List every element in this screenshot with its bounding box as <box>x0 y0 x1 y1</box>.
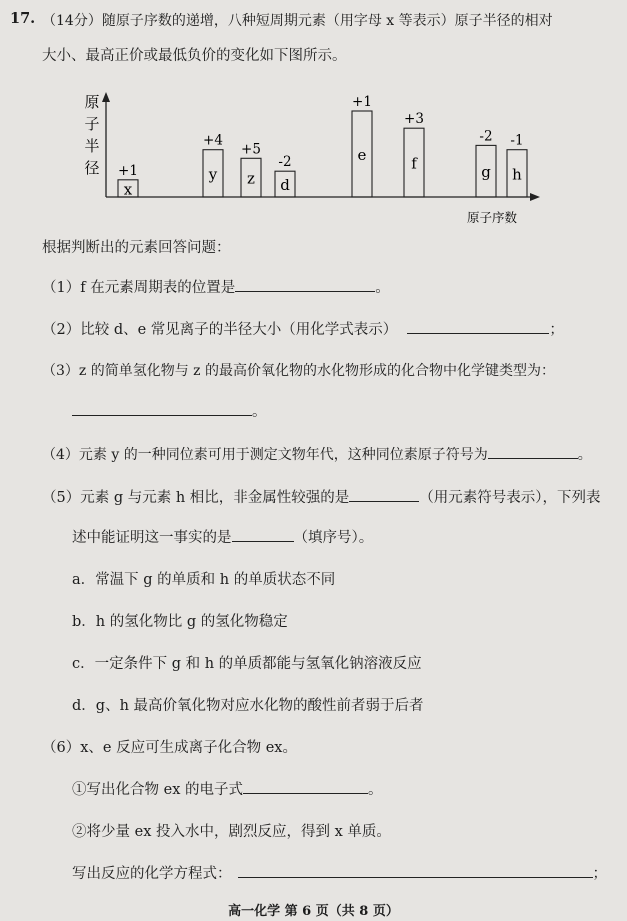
y-axis-label-char-1: 子 <box>84 115 100 133</box>
question-5-text-c: 述中能证明这一事实的是 <box>72 530 232 546</box>
option-b: b．h 的氢化物比 g 的氢化物稳定 <box>72 614 288 630</box>
bar-label-z: z <box>247 169 255 188</box>
answer-blank-1[interactable] <box>235 277 375 292</box>
question-5-text-d: （填序号）。 <box>293 530 374 546</box>
question-4-end: 。 <box>577 447 592 463</box>
option-d: d．g、h 最高价氧化物对应水化物的酸性前者弱于后者 <box>72 698 424 714</box>
question-3-end: 。 <box>252 404 267 420</box>
bar-label-x: x <box>123 180 133 199</box>
answer-blank-4[interactable] <box>488 444 578 459</box>
question-5-text-b: （用元素符号表示），下列表 <box>419 490 601 506</box>
answer-blank-2[interactable] <box>407 319 549 334</box>
question-6-sub1-end: 。 <box>367 782 383 798</box>
valence-label-f: +3 <box>404 111 424 128</box>
bar-label-d: d <box>280 176 290 195</box>
question-number: 17. <box>10 10 36 27</box>
intro-text: 根据判断出的元素回答问题： <box>42 240 231 256</box>
question-stem-line1: （14分）随原子序数的递增，八种短周期元素（用字母 x 等表示）原子半径的相对 <box>42 13 553 29</box>
y-axis-label-char-2: 半 <box>84 137 100 155</box>
question-6-sub3-end: ； <box>592 866 607 882</box>
bar-label-h: h <box>512 165 522 184</box>
y-axis-label-char-0: 原 <box>84 93 100 111</box>
question-6-sub3-text: 写出反应的化学方程式： <box>72 866 232 882</box>
answer-blank-5a[interactable] <box>349 487 419 502</box>
valence-label-z: +5 <box>241 141 261 158</box>
question-3: （3）z 的简单氢化物与 z 的最高价氧化物的水化物形成的化合物中化学键类型为： <box>42 363 556 379</box>
bar-label-e: e <box>357 146 367 164</box>
page-footer: 高一化学 第 6 页（共 8 页） <box>228 904 399 919</box>
question-2-end: ； <box>549 322 564 338</box>
question-6-sub1-text: ①写出化合物 ex 的电子式 <box>72 782 243 798</box>
y-axis-label-char-3: 径 <box>84 159 100 177</box>
x-axis-label: 原子序数 <box>466 210 518 225</box>
question-6-sub2: ②将少量 ex 投入水中，剧烈反应，得到 x 单质。 <box>72 824 391 840</box>
question-1-text: （1）f 在元素周期表的位置是 <box>42 280 236 296</box>
valence-label-y: +4 <box>203 132 223 149</box>
atomic-radius-chart <box>0 0 627 235</box>
question-3-answer <box>72 400 267 421</box>
question-1-end: 。 <box>375 280 390 296</box>
valence-label-h: -1 <box>510 132 524 149</box>
question-2-text: （2）比较 d、e 常见离子的半径大小（用化学式表示） <box>42 322 398 338</box>
question-6-sub1 <box>72 778 382 799</box>
question-1 <box>42 276 390 297</box>
bar-label-g: g <box>481 163 491 182</box>
question-4 <box>42 444 592 464</box>
option-a: a．常温下 g 的单质和 h 的单质状态不同 <box>72 572 336 588</box>
question-stem-line2: 大小、最高正价或最低负价的变化如下图所示。 <box>42 48 347 64</box>
answer-blank-6b[interactable] <box>238 863 593 878</box>
option-c: c．一定条件下 g 和 h 的单质都能与氢氧化钠溶液反应 <box>72 656 422 672</box>
valence-label-g: -2 <box>479 128 493 145</box>
valence-label-e: +1 <box>352 94 372 110</box>
question-6-sub3 <box>72 862 607 883</box>
question-2 <box>42 318 564 339</box>
valence-label-d: -2 <box>278 154 292 171</box>
valence-label-x: +1 <box>118 162 138 179</box>
bar-label-f: f <box>411 154 417 173</box>
question-5-line2 <box>72 526 373 547</box>
x-axis-arrow <box>530 193 540 201</box>
bar-label-y: y <box>208 165 218 184</box>
question-4-text: （4）元素 y 的一种同位素可用于测定文物年代，这种同位素原子符号为 <box>42 447 488 463</box>
y-axis-arrow <box>102 92 110 102</box>
question-6: （6）x、e 反应可生成离子化合物 ex。 <box>42 740 297 756</box>
answer-blank-6a[interactable] <box>243 779 368 794</box>
answer-blank-3[interactable] <box>72 401 252 416</box>
question-5-line1 <box>42 486 601 507</box>
answer-blank-5b[interactable] <box>232 527 294 542</box>
question-5-text-a: （5）元素 g 与元素 h 相比，非金属性较强的是 <box>42 490 350 506</box>
